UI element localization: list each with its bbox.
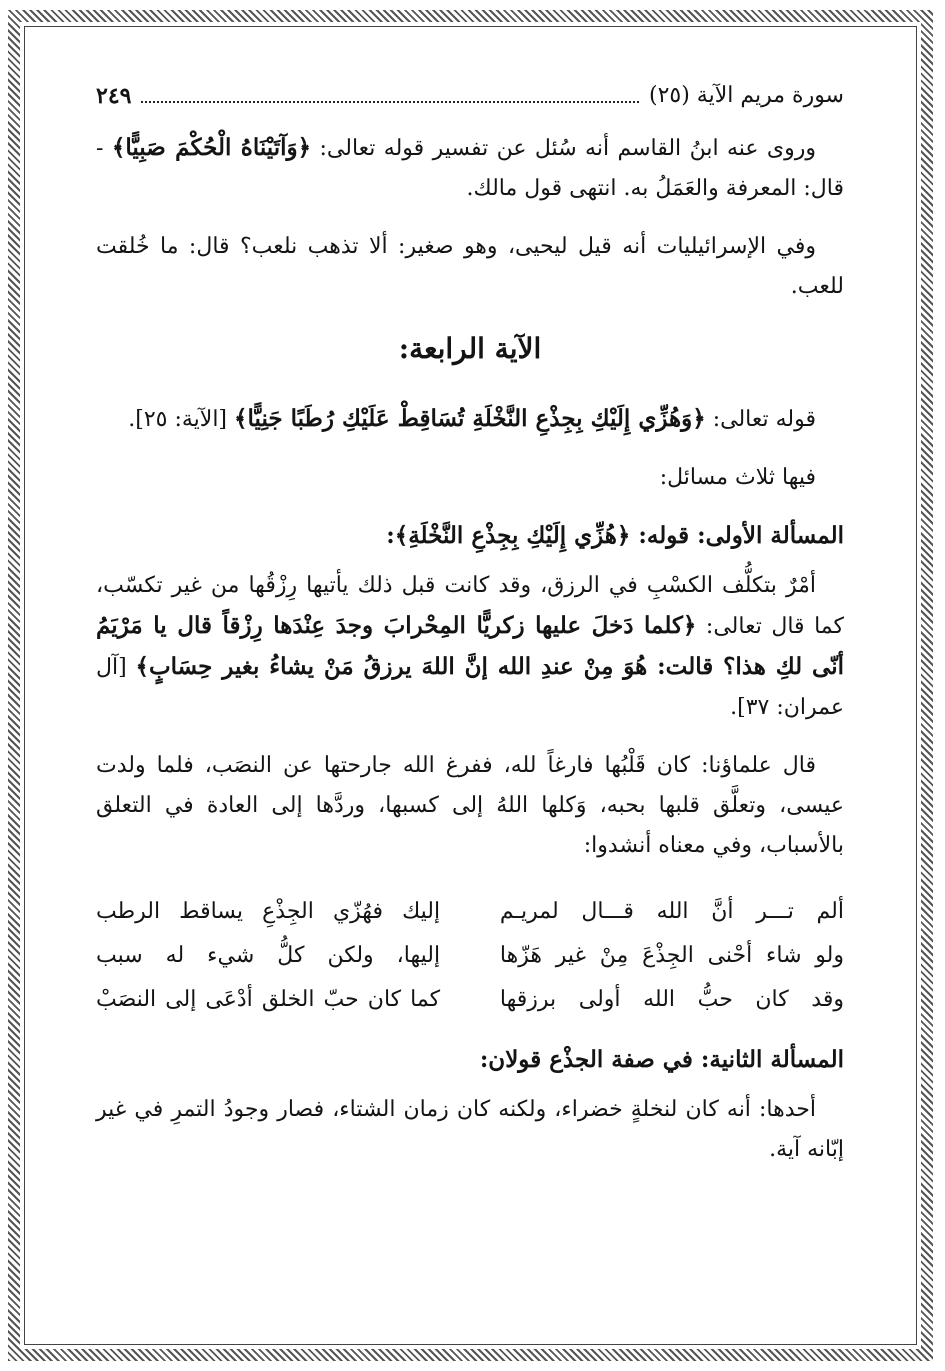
page-number: ٢٤٩	[96, 83, 132, 109]
page-content	[96, 70, 844, 1320]
issue-two-heading: المسألة الثانية: في صفة الجذْع قولان:	[479, 1046, 844, 1073]
text: :	[386, 522, 395, 549]
poem-hemistich-first: ولو شاء أحْنى الجِذْعَ مِنْ غير هَزّها	[499, 943, 844, 968]
running-header	[96, 76, 844, 116]
text: - قال: المعرفة والعَمَلُ به. انتهى قول مالك.	[96, 136, 844, 201]
quran-verse: ﴿وَهُزِّي إِلَيْكِ بِجِذْعِ النَّخْلَةِ تُسَاقِطْ عَلَيْكِ رُطَبًا جَنِيًّا﴾	[234, 405, 706, 432]
paragraph-earning	[96, 566, 844, 728]
verse-reference: [آل عمران: ٣٧].	[96, 655, 844, 720]
paragraph-verse-quote	[96, 399, 844, 440]
verse-reference: [الآية: ٢٥].	[128, 407, 235, 432]
paragraph-israiliyat: وفي الإسرائيليات أنه قيل ليحيى، وهو صغير: ألا تذهب نلعب؟ قال: ما خُلقت للعب.	[96, 234, 844, 299]
paragraph-three-issues: فيها ثلاث مسائل:	[659, 465, 816, 490]
issue-one-heading	[96, 516, 844, 556]
paragraph-ibn-qasim	[96, 128, 844, 209]
poem-hemistich-second: كما كان حبّ الخلق أدْعَى إلى النصَبْ	[96, 987, 441, 1012]
poem-hemistich-first: وقد كان حبُّ الله أولى برزقها	[499, 987, 844, 1012]
header-title: سورة مريم الآية (٢٥)	[648, 83, 844, 108]
header-dot-leader	[141, 89, 639, 103]
poem-hemistich-first: ألم تـــر أنَّ الله قـــال لمريـم	[499, 899, 844, 924]
poem-line	[96, 978, 844, 1022]
text: المسألة الأولى: قوله:	[630, 522, 844, 549]
poem-line	[96, 934, 844, 978]
poem-hemistich-second: إليها، ولكن كلُّ شيء له سبب	[96, 943, 441, 968]
poem-hemistich-second: إليك فهُزّي الجِذْعِ يساقط الرطب	[96, 899, 441, 924]
poem-line	[96, 890, 844, 934]
poem	[96, 890, 844, 1022]
text: قوله تعالى:	[705, 407, 816, 432]
quran-verse: ﴿هُزِّي إِلَيْكِ بِجِذْعِ النَّخْلَةِ﴾	[394, 522, 631, 549]
quran-verse: ﴿كلما دَخلَ عليها زكريًّا المِحْرابَ وجدَ عِنْدَها رِزْقاً قال يا مَرْيَمُ أنّى لكِ هذا؟ قالت: هُوَ مِنْ عندِ الله إنَّ اللهَ يرزقُ مَنْ يشاءُ بغير حِسَابٍ﴾	[96, 612, 844, 680]
quran-verse: ﴿وَآتَيْنَاهُ الْحُكْمَ صَبِيًّا﴾	[111, 134, 312, 161]
text: أمْرٌ بتكلُّف الكسْبِ في الرزق، وقد كانت قبل ذلك يأتيها رِزْقُها من غير تكسّب، كما قال تعالى:	[96, 573, 844, 639]
paragraph-green-palm: أحدها: أنه كان لنخلةٍ خضراء، ولكنه كان زمان الشتاء، فصار وجودُ التمرِ في غير إبّانه آية.	[96, 1097, 844, 1162]
paragraph-scholars: قال علماؤنا: كان قَلْبُها فارغاً لله، ففرغ الله جارحتها عن النصَب، فلما ولدت عيسى، وتعلَّق قلبها بحبه، وَكلها اللهُ إلى كسبها، وردَّها إلى العادة في التعلق بالأسباب، وفي معناه أنشدوا:	[96, 753, 844, 858]
section-title: الآية الرابعة:	[398, 332, 542, 365]
text: وروى عنه ابنُ القاسم أنه سُئل عن تفسير قوله تعالى:	[311, 136, 816, 161]
